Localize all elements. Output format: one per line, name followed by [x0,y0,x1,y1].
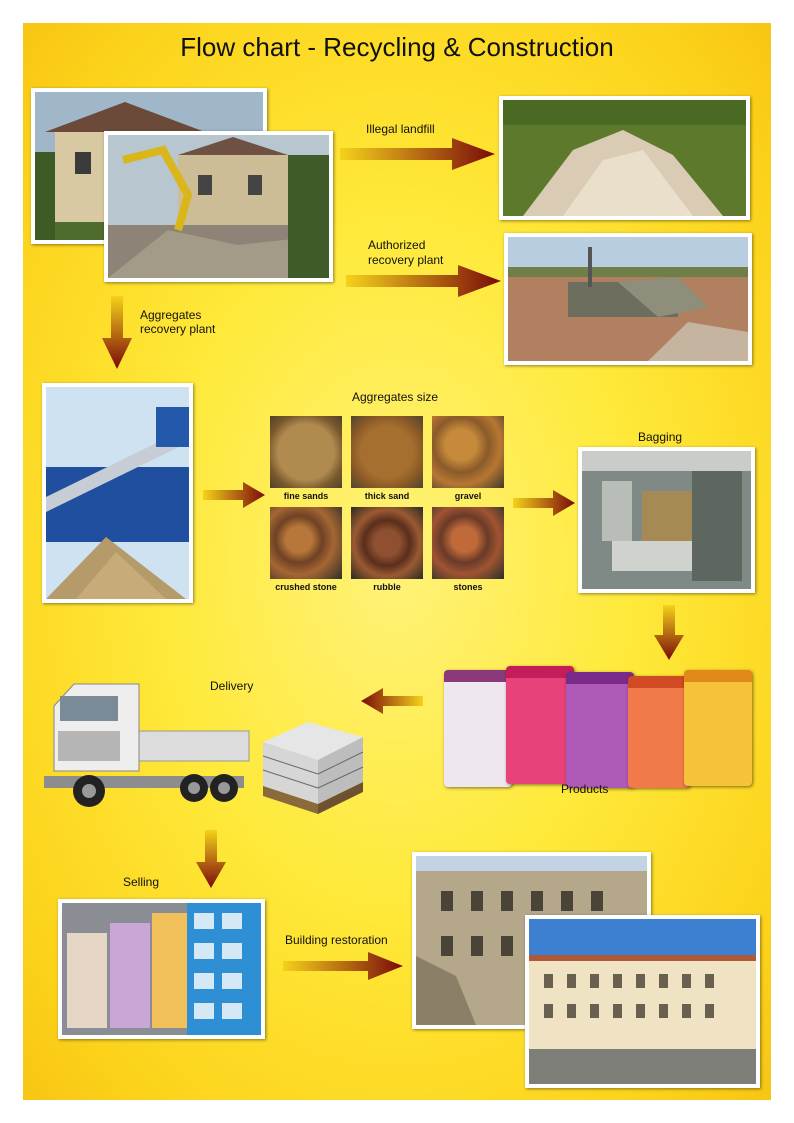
authorized-recovery-plant-photo [504,233,752,365]
label-aggregates-line1: Aggregates [140,308,202,322]
aggregate-label-crushed-stone: crushed stone [275,582,337,592]
arrow-to-illegal-landfill [340,138,495,170]
label-delivery: Delivery [210,679,254,693]
label-illegal-landfill: Illegal landfill [366,122,435,136]
label-authorized-line2: recovery plant [368,253,444,267]
arrow-to-building-restoration [283,952,403,980]
aggregate-tile-stones [432,507,504,579]
aggregate-tile-fine-sands [270,416,342,488]
label-selling: Selling [123,875,160,889]
pallet-of-bags-illustration [258,722,368,817]
illegal-landfill-photo [499,96,750,220]
product-bags [444,662,754,780]
aggregate-label-stones: stones [453,582,483,592]
aggregate-tile-gravel [432,416,504,488]
label-products: Products [561,782,609,796]
arrow-to-authorized-plant [346,265,501,297]
bagging-machine-photo [578,447,755,593]
label-authorized-line1: Authorized [368,238,426,252]
arrow-to-selling [196,830,226,888]
aggregate-label-fine-sands: fine sands [283,491,329,501]
label-building-restoration: Building restoration [285,933,388,947]
aggregate-tile-crushed-stone [270,507,342,579]
aggregate-tile-thick-sand [351,416,423,488]
aggregate-label-thick-sand: thick sand [364,491,410,501]
page-title: Flow chart - Recycling & Construction [180,32,614,62]
aggregate-tile-rubble [351,507,423,579]
arrow-to-aggregates-size [203,482,265,508]
aggregate-label-gravel: gravel [454,491,482,501]
arrow-to-products [654,605,684,660]
demolition-photo [104,131,333,282]
label-aggregates-line2: recovery plant [140,322,216,336]
label-bagging: Bagging [638,430,683,444]
aggregates-plant-photo [42,383,193,603]
arrow-to-delivery [361,688,423,714]
aggregate-label-rubble: rubble [373,582,401,592]
selling-warehouse-photo [58,899,265,1039]
label-aggregates-size: Aggregates size [352,390,439,404]
delivery-truck-illustration [44,676,254,821]
arrow-to-aggregates-plant [102,296,132,369]
building-after-restoration-photo [525,915,760,1088]
arrow-to-bagging [513,490,575,516]
